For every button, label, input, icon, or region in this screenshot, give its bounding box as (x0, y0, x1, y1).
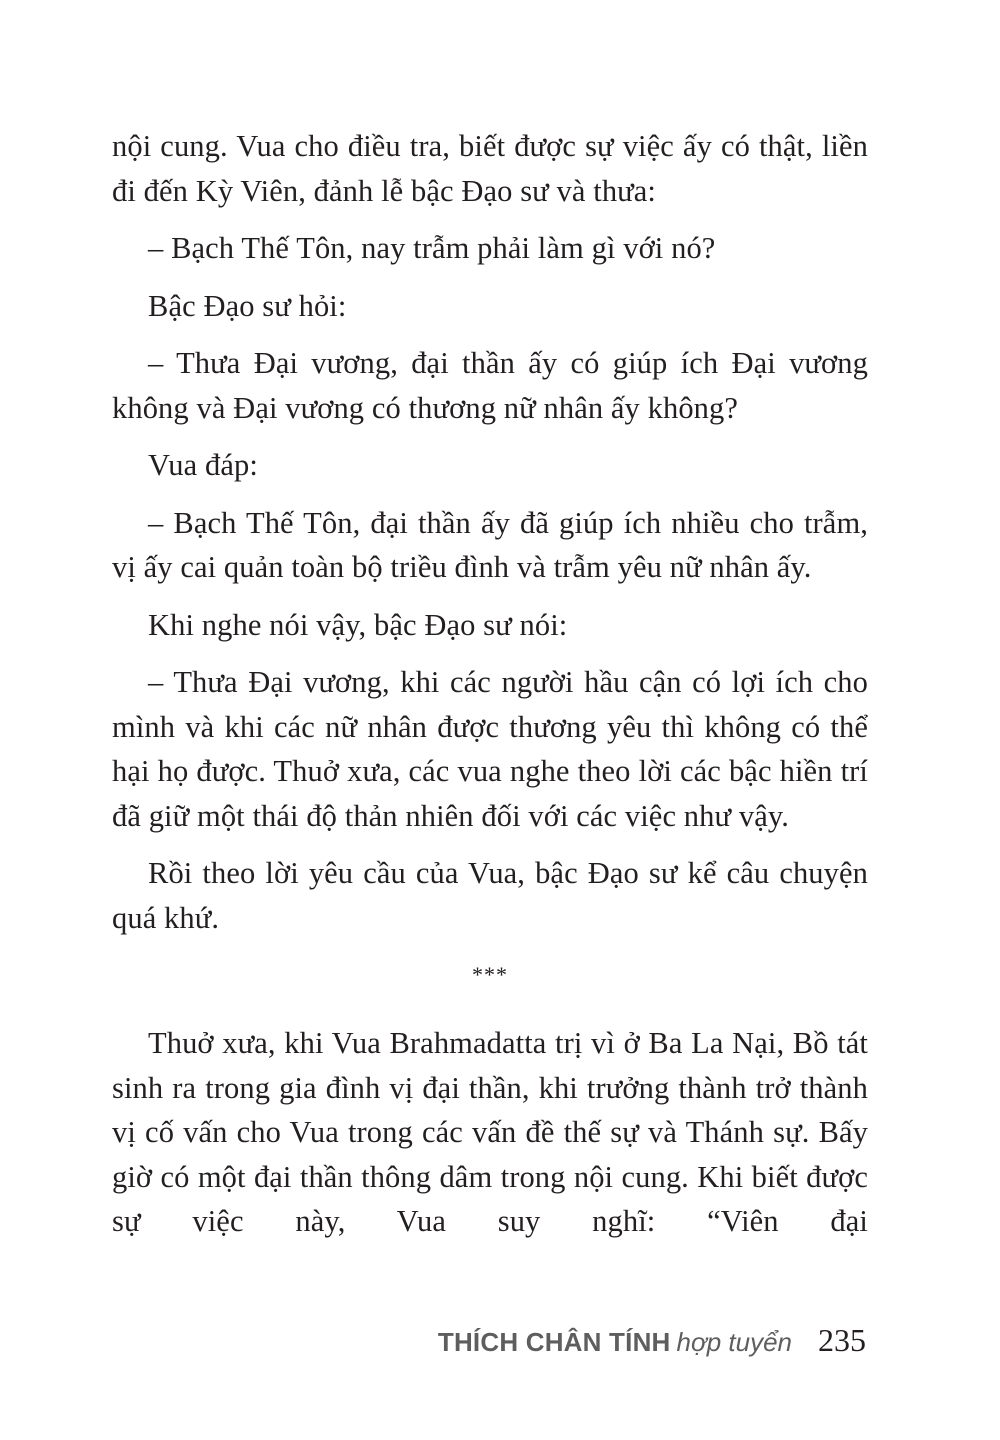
paragraph-continuation: nội cung. Vua cho điều tra, biết được sự việc ấy có thật, liền đi đến Kỳ Viên, đảnh lễ bậc Đạo sư và thưa: (112, 129, 868, 208)
page-body (112, 124, 868, 1257)
footer-series-title: hợp tuyển (676, 1327, 792, 1357)
section-separator: *** (472, 962, 508, 987)
paragraph-teacher-says: Khi nghe nói vậy, bậc Đạo sư nói: (148, 607, 568, 642)
paragraph-king-question: – Bạch Thế Tôn, nay trẫm phải làm gì với nó? (148, 231, 716, 265)
paragraph-teacher-asks: Bậc Đạo sư hỏi: (148, 288, 347, 323)
paragraph-story-intro: Rồi theo lời yêu cầu của Vua, bậc Đạo sư kể câu chuyện quá khứ. (112, 856, 868, 935)
paragraph-teacher-advice: – Thưa Đại vương, khi các người hầu cận có lợi ích cho mình và khi các nữ nhân được thương yêu thì không có thể hại họ được. Thuở xưa, các vua nghe theo lời các bậc hiền trí đã giữ một thái độ thản nhiên đối với các việc như vậy. (112, 665, 868, 833)
paragraph-king-answers: Vua đáp: (148, 448, 258, 482)
footer-author: THÍCH CHÂN TÍNH (437, 1327, 671, 1357)
page-number: 235 (818, 1322, 866, 1358)
page-footer (438, 1322, 866, 1374)
paragraph-past-story: Thuở xưa, khi Vua Brahmadatta trị vì ở Ba La Nại, Bồ tát sinh ra trong gia đình vị đại thần, khi trưởng thành trở thành vị cố vấn cho Vua trong các vấn đề thế sự và Thánh sự. Bấy giờ có một đại thần thông dâm trong nội cung. Khi biết được sự việc này, Vua suy nghĩ: “Viên đại (112, 1026, 868, 1238)
paragraph-king-reply: – Bạch Thế Tôn, đại thần ấy đã giúp ích nhiều cho trẫm, vị ấy cai quản toàn bộ triều đình và trẫm yêu nữ nhân ấy. (112, 505, 868, 584)
paragraph-teacher-question: – Thưa Đại vương, đại thần ấy có giúp ích Đại vương không và Đại vương có thương nữ nhân ấy không? (112, 346, 868, 425)
